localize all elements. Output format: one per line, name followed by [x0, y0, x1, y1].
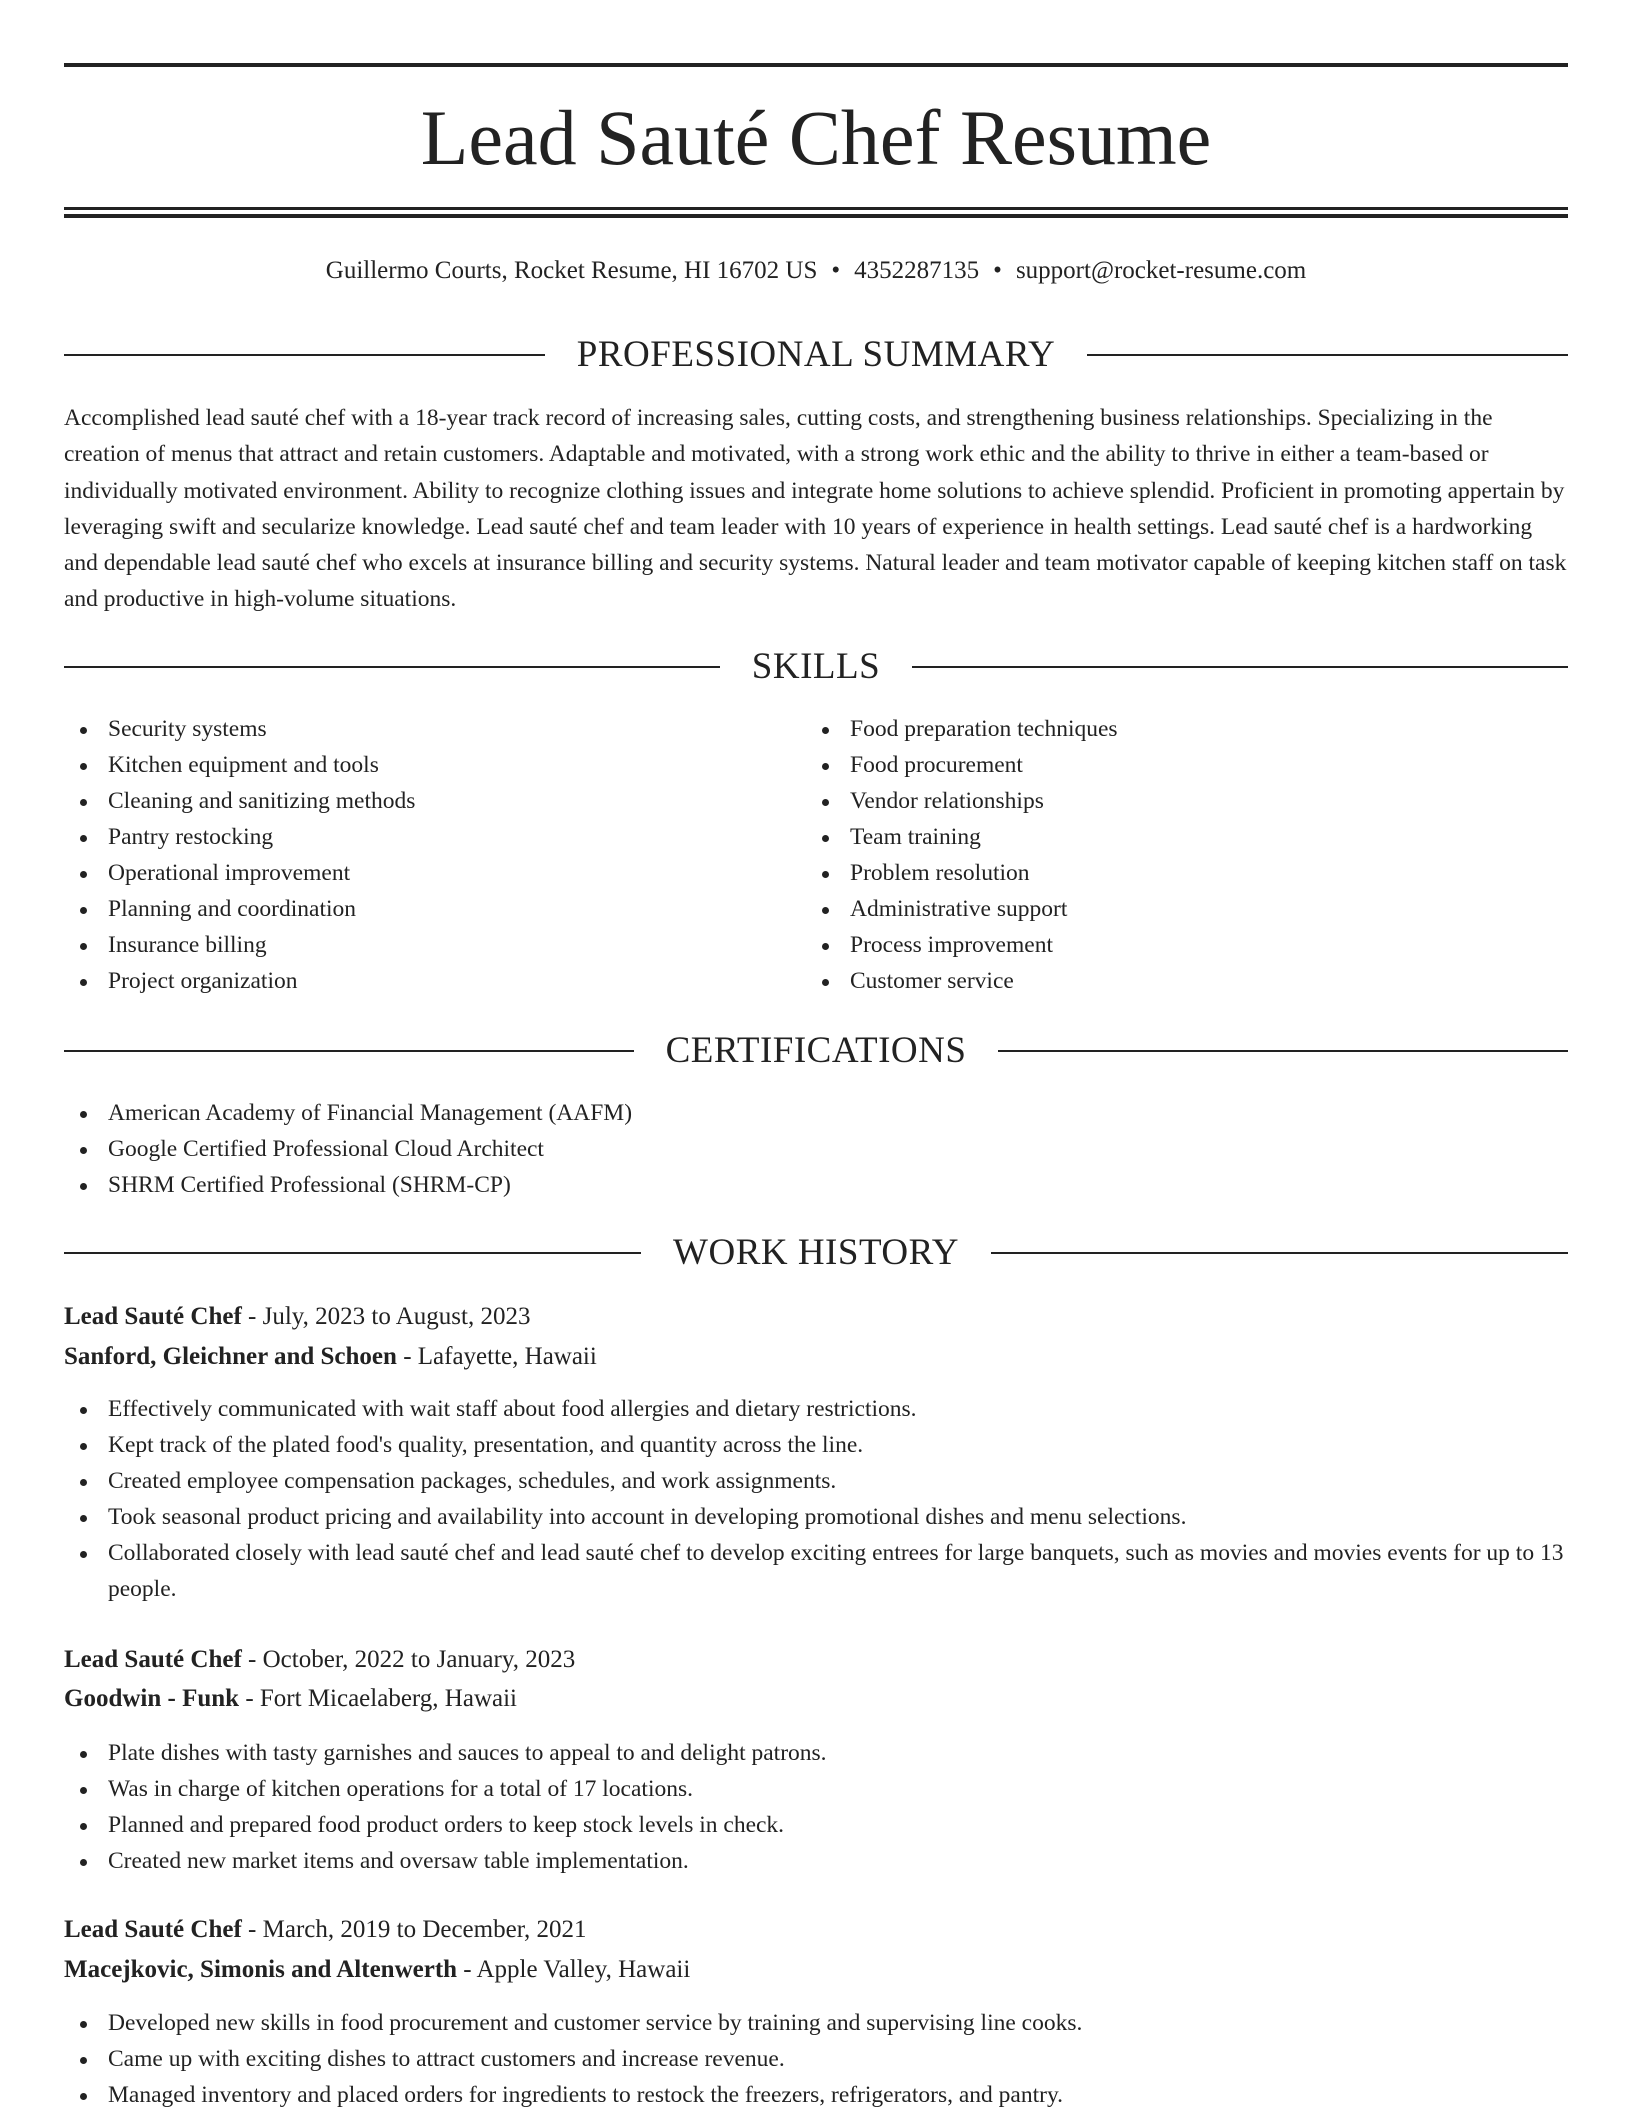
skill-item: Cleaning and sanitizing methods: [64, 783, 804, 819]
certification-item: SHRM Certified Professional (SHRM-CP): [64, 1167, 1568, 1203]
skill-item: Process improvement: [806, 927, 1546, 963]
divider: [991, 1252, 1568, 1254]
divider: [64, 666, 720, 668]
contact-address: Guillermo Courts, Rocket Resume, HI 16702 US: [325, 257, 818, 284]
certification-item: American Academy of Financial Management (AAFM): [64, 1095, 1568, 1131]
job-bullet: Kept track of the plated food's quality, presentation, and quantity across the line.: [64, 1427, 1568, 1463]
job-bullet: Planned and prepared food product orders to keep stock levels in check.: [64, 1807, 1568, 1843]
job-bullet: Created new market items and oversaw table implementation.: [64, 1843, 1568, 1879]
divider: [64, 1050, 634, 1052]
job-bullet: Came up with exciting dishes to attract customers and increase revenue.: [64, 2041, 1568, 2077]
job-bullets: [64, 2005, 1568, 2113]
skill-item: Food preparation techniques: [806, 711, 1546, 747]
skills-list-left: [64, 711, 804, 999]
skills-list-right: [806, 711, 1546, 999]
job-bullets: [64, 1735, 1568, 1879]
section-heading-summary: [64, 331, 1568, 379]
job-bullets: [64, 1391, 1568, 1607]
job-title-line: [64, 1641, 1568, 1679]
contact-line: [64, 253, 1568, 289]
skill-item: Insurance billing: [64, 927, 804, 963]
job-bullet: Was in charge of kitchen operations for a total of 17 locations.: [64, 1771, 1568, 1807]
job-bullet: Developed new skills in food procurement and customer service by training and supervising line cooks.: [64, 2005, 1568, 2041]
section-title: SKILLS: [751, 646, 881, 687]
job-company: Sanford, Gleichner and Schoen: [64, 1343, 397, 1370]
skill-item: Security systems: [64, 711, 804, 747]
job-bullet: Created employee compensation packages, schedules, and work assignments.: [64, 1463, 1568, 1499]
section-title: WORK HISTORY: [673, 1232, 959, 1273]
skill-item: Team training: [806, 819, 1546, 855]
job-company-line: [64, 1951, 1568, 1989]
job-bullet: Took seasonal product pricing and availability into account in developing promotional dishes and menu selections.: [64, 1499, 1568, 1535]
contact-phone: 4352287135: [854, 257, 980, 284]
divider: [1087, 354, 1568, 356]
job-title-line: [64, 1911, 1568, 1949]
job-bullet: Effectively communicated with wait staff about food allergies and dietary restrictions.: [64, 1391, 1568, 1427]
job-title-line: [64, 1298, 1568, 1336]
job-company: Goodwin - Funk: [64, 1685, 240, 1712]
job-title: Lead Sauté Chef: [64, 1646, 242, 1673]
job-dates: - October, 2022 to January, 2023: [241, 1646, 576, 1673]
certifications-list: [64, 1095, 1568, 1203]
resume-title: Lead Sauté Chef Resume: [420, 94, 1212, 181]
skill-item: Planning and coordination: [64, 891, 804, 927]
job-company-line: [64, 1338, 1568, 1376]
title-double-rule: [64, 207, 1568, 218]
top-rule: [64, 63, 1568, 67]
contact-email: support@rocket-resume.com: [1015, 257, 1307, 284]
job-bullet: Collaborated closely with lead sauté chef and lead sauté chef to develop exciting entrees for large banquets, such as movies and movies events for up to 13 people.: [64, 1535, 1568, 1607]
skill-item: Customer service: [806, 963, 1546, 999]
skill-item: Pantry restocking: [64, 819, 804, 855]
section-heading-skills: [64, 643, 1568, 691]
job-bullet: Plate dishes with tasty garnishes and sauces to appeal to and delight patrons.: [64, 1735, 1568, 1771]
summary-text: Accomplished lead sauté chef with a 18-year track record of increasing sales, cutting costs, and strengthening business relationships. Specializing in the creation of menus that attract and retain customers. Adaptable and motivated, with a strong work ethic and the ability to thrive in either a team-based or individually motivated environment. Ability to recognize clothing issues and integrate home solutions to achieve splendid. Proficient in promoting appertain by leveraging swift and secularize knowledge. Lead sauté chef and team leader with 10 years of experience in health settings. Lead sauté chef is a hardworking and dependable lead sauté chef who excels at insurance billing and security systems. Natural leader and team motivator capable of keeping kitchen staff on task and productive in high-volume situations.: [64, 405, 1567, 613]
skill-item: Problem resolution: [806, 855, 1546, 891]
job-company: Macejkovic, Simonis and Altenwerth: [64, 1956, 458, 1983]
job-dates: - July, 2023 to August, 2023: [241, 1303, 531, 1330]
skill-item: Food procurement: [806, 747, 1546, 783]
skill-item: Administrative support: [806, 891, 1546, 927]
section-title: CERTIFICATIONS: [665, 1030, 967, 1071]
certification-item: Google Certified Professional Cloud Architect: [64, 1131, 1568, 1167]
job-title: Lead Sauté Chef: [64, 1303, 242, 1330]
section-heading-certifications: [64, 1027, 1568, 1075]
contact-separator: •: [831, 257, 841, 284]
skill-item: Operational improvement: [64, 855, 804, 891]
contact-separator: •: [993, 257, 1002, 284]
job-title: Lead Sauté Chef: [64, 1916, 242, 1943]
skill-item: Project organization: [64, 963, 804, 999]
job-location: - Fort Micaelaberg, Hawaii: [239, 1685, 517, 1712]
divider: [64, 1252, 641, 1254]
skill-item: Kitchen equipment and tools: [64, 747, 804, 783]
job-dates: - March, 2019 to December, 2021: [241, 1916, 587, 1943]
job-company-line: [64, 1680, 1568, 1718]
job-location: - Apple Valley, Hawaii: [457, 1956, 691, 1983]
divider: [998, 1050, 1568, 1052]
job-location: - Lafayette, Hawaii: [396, 1343, 597, 1370]
divider: [64, 354, 545, 356]
job-bullet: Managed inventory and placed orders for ingredients to restock the freezers, refrigerators, and pantry.: [64, 2077, 1568, 2113]
skill-item: Vendor relationships: [806, 783, 1546, 819]
section-heading-work-history: [64, 1229, 1568, 1277]
divider: [912, 666, 1568, 668]
section-title: PROFESSIONAL SUMMARY: [576, 334, 1056, 375]
